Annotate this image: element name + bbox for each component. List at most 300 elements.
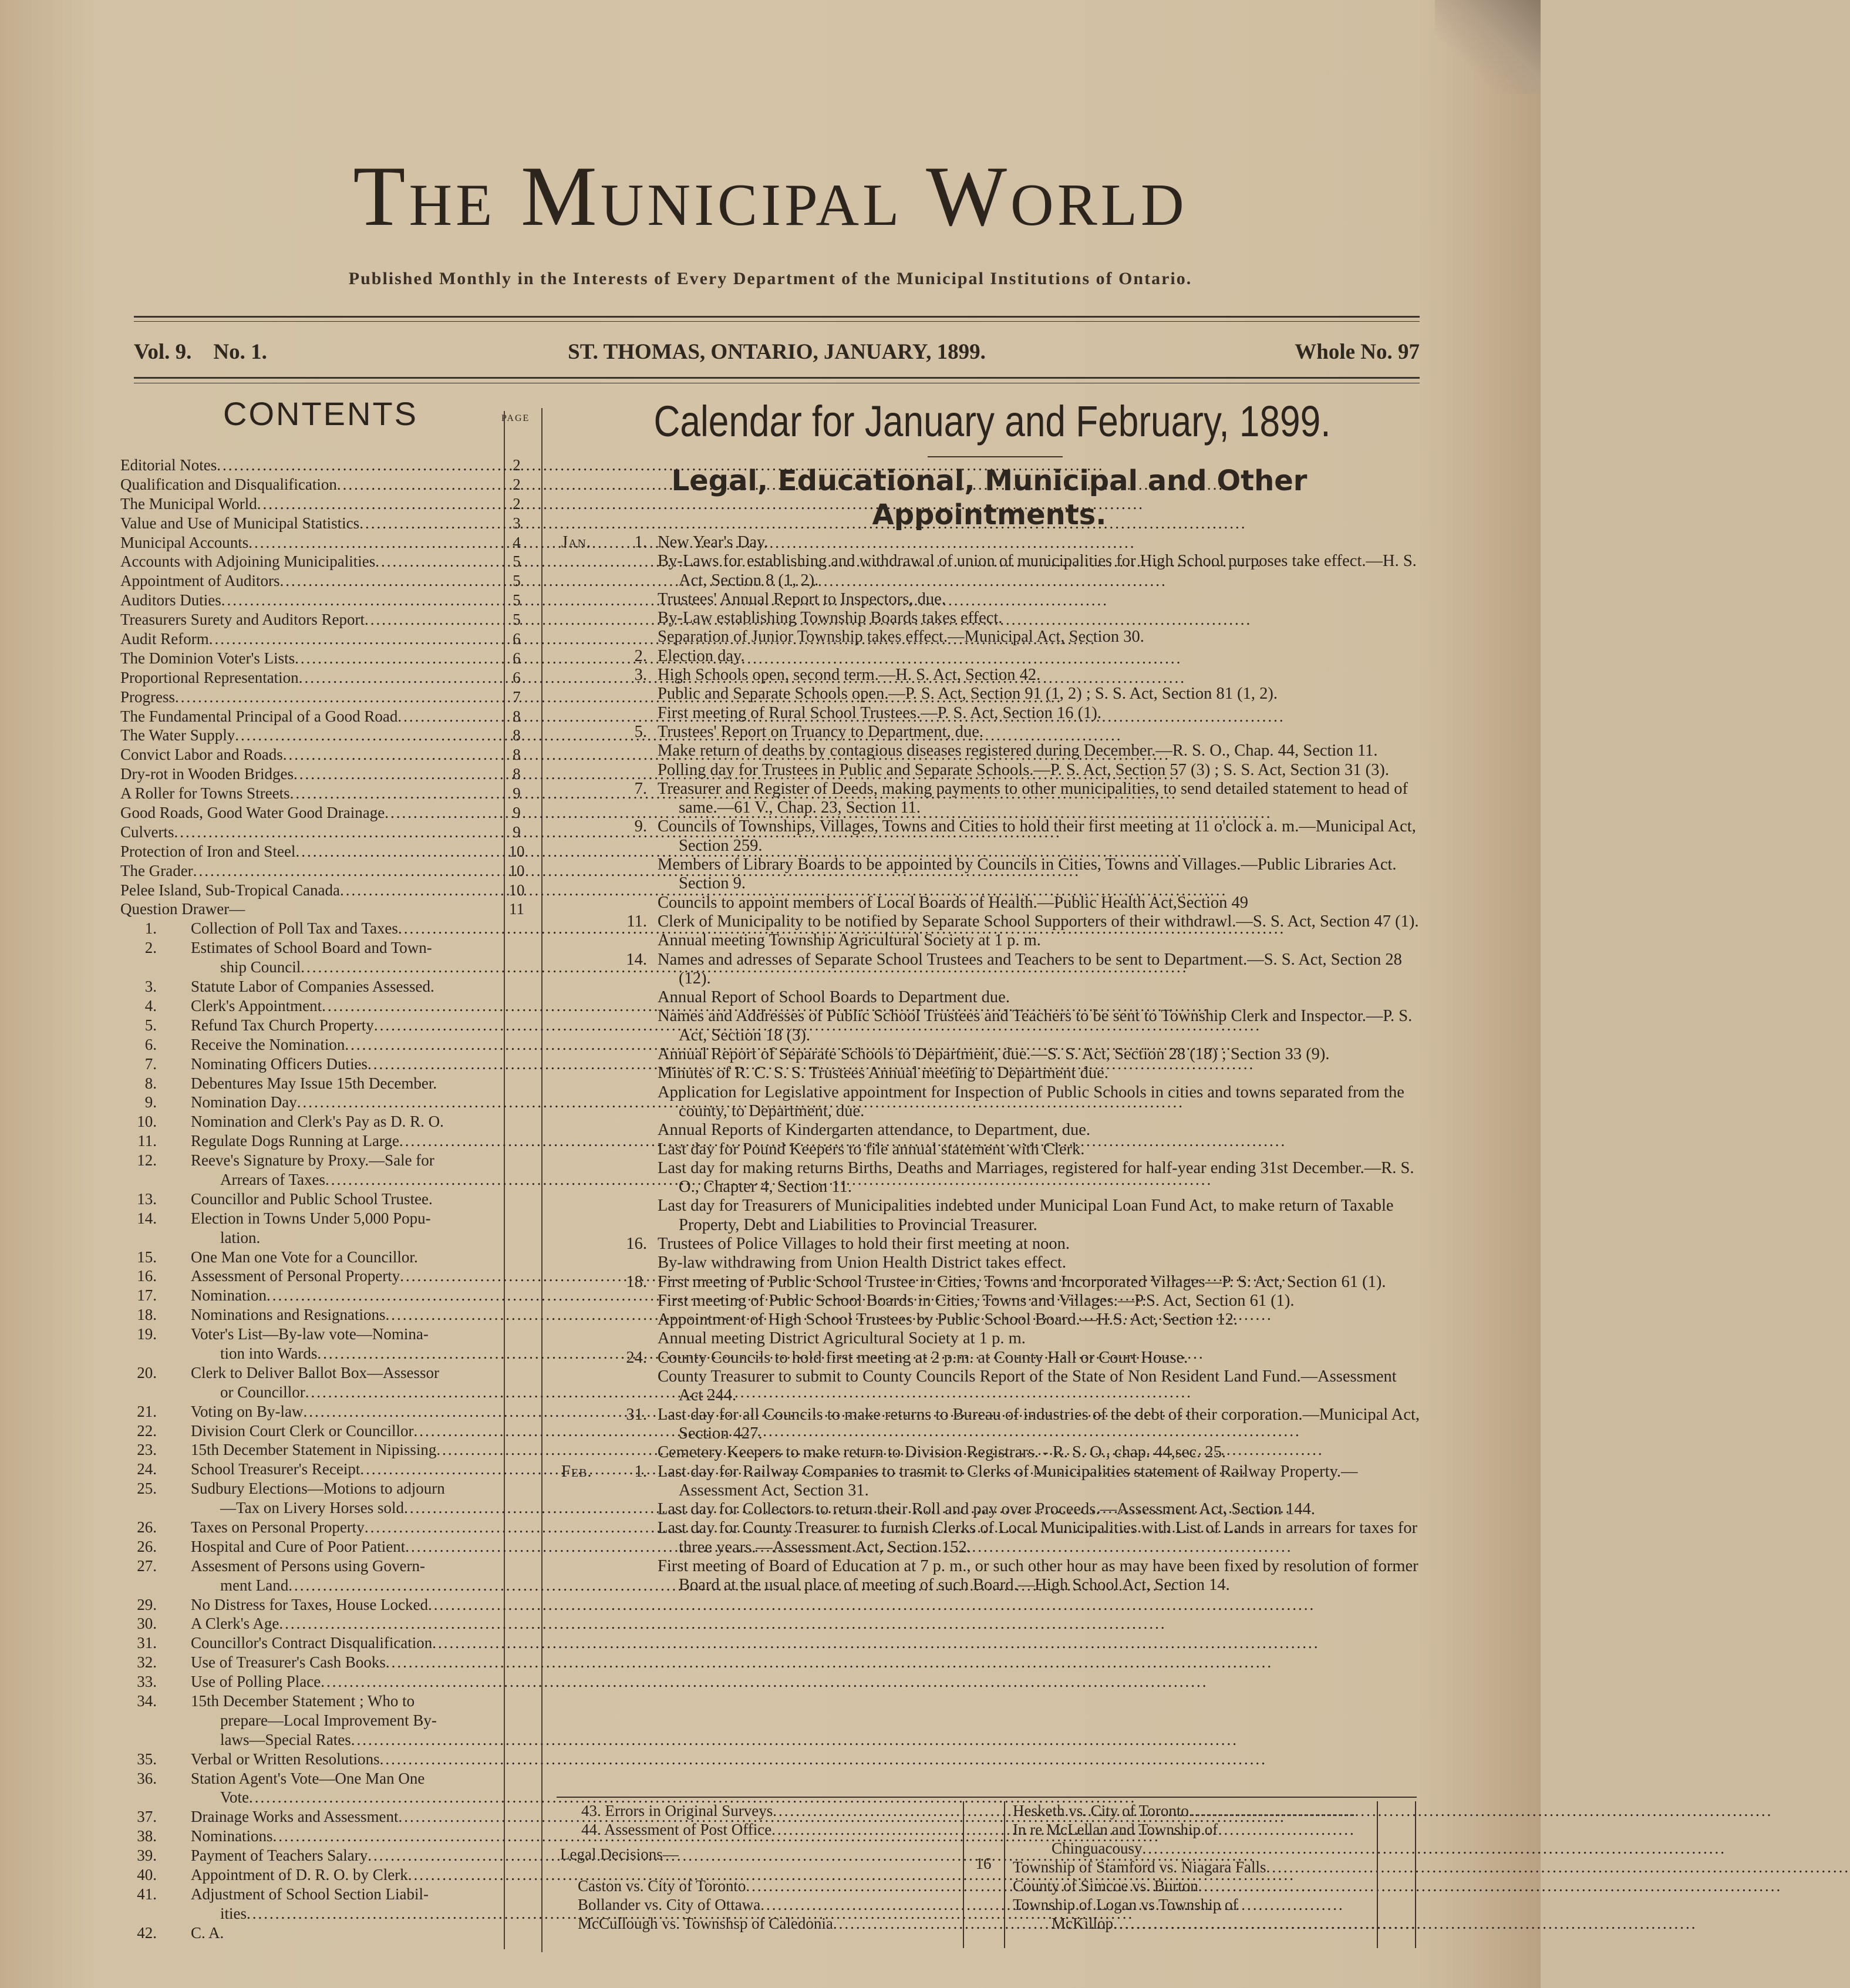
calendar-entry-text: By-law withdrawing from Union Health District takes effect.: [658, 1254, 1066, 1272]
calendar-entry: [558, 723, 1421, 742]
question-item[interactable]: [120, 1807, 508, 1827]
calendar-entry-text: County Councils to hold first meeting at 2 p.m. at County Hall or Court House.: [658, 1348, 1188, 1367]
calendar-entry-item: [558, 1329, 1421, 1348]
question-number: 9.: [144, 1093, 157, 1111]
question-item[interactable]: [120, 1131, 508, 1151]
question-number: 26.: [137, 1518, 157, 1536]
leader-dots: [351, 1730, 1238, 1750]
toc-item[interactable]: [120, 784, 521, 803]
question-item[interactable]: [120, 1402, 508, 1421]
question-number: 27.: [137, 1556, 157, 1575]
calendar-day: 9.: [634, 817, 647, 836]
calendar-entry-text: By-Laws for establishing and withdrawal of union of municipalities for High School purposes take effect.—H. S. Act, Section 8 (1, 2).: [658, 552, 1417, 589]
toc-item-title: Editorial Notes: [120, 456, 217, 474]
question-item[interactable]: [120, 1672, 508, 1692]
question-title: —Tax on Livery Horses sold: [220, 1499, 405, 1517]
question-item[interactable]: [120, 1112, 508, 1131]
legal-case-item[interactable]: [558, 1876, 957, 1895]
calendar-entry-text: Cemetery Keepers to make return to Division Registrars. - R. S. O., chap. 44,sec. 25.: [658, 1443, 1226, 1462]
question-item[interactable]: [120, 977, 508, 996]
calendar-entry-item: [558, 1197, 1421, 1235]
calendar-entry-text: Members of Library Boards to be appointed by Councils in Cities, Towns and Villages.—Public Libraries Act. Section 9.: [658, 855, 1397, 893]
toc-item[interactable]: [120, 533, 521, 552]
calendar-entry-text: Last day for Treasurers of Municipalities indebted under Municipal Loan Fund Act, to make return of Taxable Property, Debt and Liabilities to Provincial Treasurer.: [658, 1197, 1394, 1234]
toc-item-page: 9: [513, 823, 521, 841]
question-number: 4.: [144, 996, 157, 1015]
calendar-entry: [558, 780, 1421, 818]
calendar-entry-item: [558, 628, 1421, 646]
question-item[interactable]: [120, 1151, 508, 1170]
legal-case-title: Chinguacousy: [1052, 1839, 1143, 1857]
question-item[interactable]: [120, 1827, 508, 1846]
question-item[interactable]: [120, 1054, 508, 1074]
question-number: 34.: [137, 1692, 157, 1710]
question-number: 3.: [144, 978, 157, 996]
question-title: Assesment of Persons using Govern-: [191, 1556, 425, 1575]
question-title: Station Agent's Vote—One Man One: [191, 1769, 425, 1787]
calendar-entry-text: First meeting of Rural School Trustees.—P. S. Act, Section 16 (1).: [658, 703, 1102, 722]
question-item[interactable]: [120, 1248, 508, 1267]
toc-item[interactable]: [120, 688, 521, 707]
leader-dots: [428, 1595, 1315, 1615]
calendar-entry-text: Election day.: [658, 646, 745, 665]
question-title: or Councillor: [220, 1383, 305, 1401]
legal-case-item[interactable]: [1013, 1801, 1356, 1820]
contents-continued-right: [1013, 1801, 1356, 1933]
masthead-title: The Municipal World: [353, 149, 1188, 244]
question-title: Voter's List—By-law vote—Nomina-: [191, 1325, 429, 1343]
toc-item-page: 5: [513, 552, 521, 571]
question-item[interactable]: [120, 1325, 508, 1344]
question-title: Nominations: [191, 1827, 273, 1845]
question-number: 16.: [137, 1267, 157, 1285]
legal-case-title: Hesketh vs. City of Toronto: [1013, 1802, 1189, 1819]
calendar-entry-text: First meeting of Public School Trustee in Cities, Towns and Incorporated Villages—P. S. Act, Section 61 (1).: [658, 1272, 1386, 1291]
question-item[interactable]: [120, 1885, 508, 1904]
question-item[interactable]: [120, 1556, 508, 1576]
masthead-rule-top: [134, 316, 1420, 318]
calendar-day: 1.: [634, 1462, 647, 1481]
question-number: 39.: [137, 1847, 157, 1865]
calendar-entry-text: New Year's Day.: [658, 533, 769, 551]
calendar-subtitle-line2: Appointments.: [872, 498, 1107, 531]
leader-dots: [321, 1672, 1208, 1692]
calendar-entry-item: [558, 855, 1421, 894]
toc-item-title: The Fundamental Principal of a Good Road: [120, 707, 398, 725]
question-item[interactable]: [120, 1633, 508, 1653]
continued-page-number: 16: [975, 1855, 992, 1872]
question-number: 17.: [137, 1286, 157, 1305]
calendar-entry-item: [558, 1310, 1421, 1329]
question-item[interactable]: [120, 1923, 508, 1943]
toc-item[interactable]: [120, 881, 525, 900]
question-number: 21.: [137, 1402, 157, 1420]
question-title: Reeve's Signature by Proxy.—Sale for: [191, 1151, 434, 1170]
calendar-day: 31.: [626, 1405, 647, 1424]
leader-dots: [380, 1750, 1267, 1769]
question-title: lation.: [220, 1228, 261, 1246]
continued-question-title: 44. Assessment of Post Office: [581, 1821, 772, 1838]
calendar-entry-item: [558, 1292, 1421, 1310]
calendar-entry-text: Appointment of High School Trustees by Public School Board.—H.S. Act, Section 12.: [658, 1310, 1238, 1329]
calendar-entry: [558, 533, 1421, 552]
toc-item-title: Treasurers Surety and Auditors Report: [120, 611, 365, 629]
toc-item[interactable]: [120, 668, 521, 688]
calendar-entry-text: Application for Legislative appointment for Inspection of Public Schools in cities and towns separated from the county, to Department, due.: [658, 1083, 1404, 1120]
toc-item-page: 3: [513, 514, 521, 532]
question-number: 7.: [144, 1054, 157, 1073]
calendar-day: 11.: [626, 912, 647, 931]
toc-item-page: 7: [513, 688, 521, 706]
question-title: Division Court Clerk or Councillor: [191, 1421, 414, 1440]
question-number: 37.: [137, 1808, 157, 1826]
question-title: Nomination Day: [191, 1093, 297, 1111]
toc-item-title: Auditors Duties: [120, 591, 221, 609]
calendar-entry-item: [558, 1140, 1421, 1159]
question-title: ment Land: [220, 1576, 289, 1594]
legal-case-title: McCullough vs. Townshsp of Caledonia: [578, 1915, 833, 1932]
question-item[interactable]: [120, 1750, 508, 1769]
toc-item[interactable]: [120, 726, 521, 745]
toc-item[interactable]: [120, 494, 521, 514]
legal-case-item[interactable]: [1013, 1895, 1356, 1914]
calendar-entry-text: Minutes of R. C. S. S. Trustees Annual meeting to Department due.: [658, 1064, 1108, 1083]
question-item[interactable]: [120, 1537, 508, 1556]
legal-case-title: Bollander vs. City of Ottawa: [578, 1896, 761, 1913]
toc-item[interactable]: [120, 552, 521, 571]
question-title: Payment of Teachers Salary: [191, 1847, 368, 1865]
toc-item-page: 10: [508, 861, 525, 880]
question-item[interactable]: [120, 1016, 508, 1035]
question-item-continued: [120, 958, 508, 977]
calendar-day: 2.: [634, 646, 647, 665]
question-item[interactable]: [120, 1363, 508, 1383]
question-number: 22.: [137, 1421, 157, 1440]
toc-item[interactable]: [120, 610, 521, 629]
question-title: One Man one Vote for a Councillor.: [191, 1248, 418, 1266]
toc-item[interactable]: [120, 475, 521, 494]
legal-case-title: Caston vs. City of Toronto: [578, 1877, 746, 1895]
calendar-day: 3.: [634, 666, 647, 685]
calendar-entry-item: [558, 1007, 1421, 1045]
toc-item[interactable]: [120, 591, 521, 610]
toc-item-page: 5: [513, 611, 521, 629]
question-title: Debentures May Issue 15th December.: [191, 1074, 437, 1092]
divider-1: [963, 1801, 964, 1948]
question-title: Regulate Dogs Running at Large: [191, 1132, 399, 1150]
calendar-entry-text: Councils of Townships, Villages, Towns and Cities to hold their first meeting at 11 o'clock a. m.—Municipal Act, Section 259.: [658, 817, 1416, 855]
calendar-entry-item: [558, 704, 1421, 723]
question-item[interactable]: [120, 1614, 508, 1633]
calendar-entry-item: [558, 1045, 1421, 1064]
question-item-continued: [120, 1904, 508, 1923]
question-title: Nominations and Resignations: [191, 1306, 386, 1324]
calendar-entry-text: First meeting of Public School Boards in Cities, Towns and Villages.—P.S. Act, Section 61 (1).: [658, 1291, 1295, 1310]
question-item[interactable]: [120, 1479, 508, 1498]
volume-number: Vol. 9. No. 1.: [134, 340, 267, 364]
question-item[interactable]: [120, 1846, 508, 1865]
question-item[interactable]: [120, 1460, 508, 1479]
question-item[interactable]: [120, 1692, 508, 1711]
calendar-entry: [558, 647, 1421, 666]
legal-case-title: McKillop: [1052, 1915, 1113, 1932]
toc-item[interactable]: [120, 707, 521, 726]
calendar-month: Feb.: [561, 1462, 592, 1481]
question-title: Use of Treasurer's Cash Books: [191, 1653, 386, 1672]
toc-item-page: 6: [513, 630, 521, 648]
legal-case-title: County of Simcoe vs. Burton: [1013, 1877, 1198, 1895]
question-number: 2.: [144, 939, 157, 957]
toc-item-page: 6: [513, 668, 521, 686]
calendar-month: Jan.: [561, 533, 592, 551]
calendar-entry-text: First meeting of Board of Education at 7 p. m., or such other hour as may have been fixed by resolution of former Board at the usual place of meeting of such Board.—High School Act, Section 14.: [658, 1557, 1418, 1595]
calendar-day: 18.: [626, 1272, 647, 1291]
question-item[interactable]: [120, 1209, 508, 1228]
calendar-entry-text: Last day for making returns Births, Deaths and Marriages, registered for half-year ending 31st December.—R. S. O., Chapter 4, Section 11.: [658, 1158, 1414, 1197]
calendar-entry-text: Last day for all Councils to make returns to Bureau of industries of the debt of their corporation.—Municipal Act, Section 427.: [658, 1405, 1420, 1443]
question-number: 26.: [137, 1537, 157, 1555]
question-number: 25.: [137, 1480, 157, 1498]
toc-item-title: Protection of Iron and Steel: [120, 842, 296, 860]
place-date: ST. THOMAS, ONTARIO, JANUARY, 1899.: [568, 340, 986, 364]
question-title: Arrears of Taxes: [220, 1170, 326, 1188]
toc-item[interactable]: [120, 745, 521, 764]
question-title: Statute Labor of Companies Assessed.: [191, 978, 434, 996]
calendar-entry-text: Treasurer and Register of Deeds, making payments to other municipalities, to send detailed statement to head of same.—61 V., Chap. 23, Section 11.: [658, 779, 1408, 817]
legal-case-item[interactable]: [1013, 1876, 1356, 1895]
legal-case-item[interactable]: [558, 1914, 957, 1933]
calendar-entry-item: [558, 931, 1421, 950]
legal-decisions-heading: Legal Decisions—: [560, 1845, 679, 1863]
contents-heading: CONTENTS: [223, 395, 418, 432]
legal-case-item[interactable]: [1013, 1858, 1356, 1876]
question-item[interactable]: [120, 1653, 508, 1672]
calendar-entry-text: County Treasurer to submit to County Councils Report of the State of Non Resident Land Fund.—Assessment Act 244.: [658, 1367, 1397, 1405]
calendar-entry-text: Annual meeting Township Agricultural Society at 1 p. m.: [658, 931, 1041, 950]
toc-item-page: 2: [513, 494, 521, 513]
toc-item-title: Convict Labor and Roads: [120, 746, 283, 764]
question-title: 15th December Statement ; Who to: [191, 1692, 415, 1710]
question-title: Councillor's Contract Disqualification: [191, 1634, 433, 1652]
toc-item[interactable]: [120, 514, 521, 533]
question-number: 38.: [137, 1827, 157, 1845]
continued-question-item[interactable]: [558, 1801, 957, 1820]
continued-question-item[interactable]: [558, 1820, 957, 1839]
calendar-entry-text: Last day for Railway Companies to trasmit to Clerks of Municipalities statement of Railway Property.—Assessment Act, Section 31.: [658, 1462, 1358, 1500]
question-item[interactable]: [120, 919, 508, 938]
calendar-title: Calendar for January and February, 1899.: [653, 397, 1331, 446]
question-title: Estimates of School Board and Town-: [191, 939, 432, 957]
toc-item[interactable]: [120, 803, 521, 823]
question-title: Voting on By-law: [191, 1402, 304, 1420]
toc-item-title: Value and Use of Municipal Statistics: [120, 514, 360, 532]
question-number: 18.: [137, 1306, 157, 1324]
legal-case-continued: [1013, 1914, 1356, 1933]
leader-dots: [1198, 1876, 1782, 1895]
question-item[interactable]: [120, 1190, 508, 1209]
issue-rule: [134, 377, 1420, 379]
calendar-subtitle: [552, 464, 1427, 532]
calendar-entry: [558, 817, 1421, 855]
question-item[interactable]: [120, 1074, 508, 1093]
question-title: Clerk's Appointment: [191, 996, 322, 1015]
calendar-entry-item: [558, 590, 1421, 609]
question-item[interactable]: [120, 1595, 508, 1615]
question-number: 35.: [137, 1750, 157, 1768]
toc-item[interactable]: [120, 764, 521, 784]
calendar-day: 16.: [626, 1234, 647, 1253]
page-label: PAGE: [501, 413, 530, 423]
question-number: 41.: [137, 1885, 157, 1903]
toc-item-title: Progress: [120, 688, 175, 706]
question-item[interactable]: [120, 1769, 508, 1788]
calendar-entry-text: By-Law establishing Township Boards takes effect.: [658, 609, 1003, 628]
whole-number: Whole No. 97: [1295, 340, 1420, 364]
calendar-entry: [558, 951, 1421, 989]
calendar-entry-text: Trustees' Report on Truancy to Department, due.: [658, 722, 984, 741]
question-item-continued: [120, 1730, 508, 1750]
toc-item-title: Audit Reform: [120, 630, 209, 648]
toc-item-page: 8: [513, 746, 521, 764]
toc-item[interactable]: [120, 571, 521, 591]
question-item[interactable]: [120, 1035, 508, 1054]
legal-case-item[interactable]: [1013, 1820, 1356, 1839]
question-title: Assessment of Personal Property: [191, 1267, 400, 1285]
calendar-entry-text: Names and adresses of Separate School Trustees and Teachers to be sent to Department.—S. S. Act, Section 28 (12).: [658, 950, 1402, 988]
calendar-entry-item: [558, 761, 1421, 780]
toc-item-page: 8: [513, 765, 521, 783]
question-number: 13.: [137, 1190, 157, 1208]
table-of-contents: [120, 456, 525, 1943]
toc-item-page: 8: [513, 726, 521, 744]
divider-3: [1377, 1801, 1378, 1948]
question-number: 29.: [137, 1595, 157, 1613]
calendar-entry-item: [558, 894, 1421, 912]
toc-item-page: 5: [513, 572, 521, 590]
leader-dots: [1266, 1858, 1850, 1876]
toc-item-page: 2: [513, 475, 521, 493]
question-number: 1.: [144, 919, 157, 938]
question-item[interactable]: [120, 938, 508, 958]
toc-item-page: 10: [508, 842, 525, 860]
legal-case-title: Township of Logan vs Township of: [1013, 1896, 1238, 1913]
question-item-continued: [120, 1788, 508, 1807]
question-title: Sudbury Elections—Motions to adjourn: [191, 1480, 445, 1498]
question-item[interactable]: [120, 996, 508, 1016]
calendar-entry: [558, 1235, 1421, 1254]
question-number: 32.: [137, 1653, 157, 1672]
question-title: Appointment of D. R. O. by Clerk: [191, 1866, 408, 1884]
masthead-rule-top-thin: [134, 321, 1420, 322]
calendar-entry-text: Councils to appoint members of Local Boards of Health.—Public Health Act,Section 49: [658, 893, 1249, 912]
question-item[interactable]: [120, 1421, 508, 1441]
calendar-entry-item: [558, 1121, 1421, 1140]
divider-2: [1004, 1801, 1005, 1948]
question-number: 42.: [137, 1923, 157, 1942]
toc-item[interactable]: [120, 861, 525, 881]
calendar-entry-text: Polling day for Trustees in Public and Separate Schools.—P. S. Act, Section 57 (3) ; S. S. Act, Section 31 (3).: [658, 760, 1390, 779]
question-number: 36.: [137, 1769, 157, 1787]
question-title: Adjustment of School Section Liabil-: [191, 1885, 429, 1903]
calendar-entry-item: [558, 1519, 1421, 1557]
question-item[interactable]: [120, 1440, 508, 1460]
question-number: 10.: [137, 1113, 157, 1131]
legal-case-continued: [1013, 1839, 1356, 1858]
toc-item-title: The Water Supply: [120, 726, 235, 744]
toc-item[interactable]: [120, 842, 525, 861]
question-number: 33.: [137, 1673, 157, 1691]
legal-case-title: In re McLellan and Township of: [1013, 1821, 1218, 1838]
toc-item-title: The Municipal World: [120, 494, 257, 513]
question-item[interactable]: [120, 1518, 508, 1537]
question-title: No Distress for Taxes, House Locked: [191, 1595, 429, 1613]
toc-item[interactable]: [120, 823, 521, 842]
question-title: Taxes on Personal Property: [191, 1518, 365, 1536]
toc-item-title: The Dominion Voter's Lists: [120, 649, 295, 667]
calendar-entry-text: Make return of deaths by contagious diseases registered during December.—R. S. O., Chap. 44, Section 11.: [658, 742, 1378, 760]
question-number: 15.: [137, 1248, 157, 1266]
contents-continued: [558, 1801, 1421, 1942]
calendar-entry-text: Annual meeting District Agricultural Society at 1 p. m.: [658, 1329, 1026, 1348]
question-item-continued: [120, 1498, 508, 1518]
question-item[interactable]: [120, 1305, 508, 1325]
toc-item-page: 2: [513, 456, 521, 474]
toc-item[interactable]: [120, 649, 521, 668]
question-title: Clerk to Deliver Ballot Box—Assessor: [191, 1363, 439, 1382]
calendar-entry: [558, 912, 1421, 931]
toc-item-title: Municipal Accounts: [120, 533, 249, 551]
question-item[interactable]: [120, 1093, 508, 1112]
question-title: Nominating Officers Duties: [191, 1054, 368, 1073]
question-item-continued: [120, 1228, 508, 1248]
calendar-entry-text: Annual Report of School Boards to Department due.: [658, 988, 1010, 1007]
calendar-entry-item: [558, 1159, 1421, 1197]
toc-item-title: Proportional Representation: [120, 668, 299, 686]
question-number: 12.: [137, 1151, 157, 1170]
calendar-entry-text: Names and Addresses of Public School Trustees and Teachers to be sent to Township Clerk and Inspector.—P. S. Act, Section 18 (3).: [658, 1007, 1413, 1044]
toc-item-title: Culverts: [120, 823, 174, 841]
calendar-entry-text: Last day for Collectors to return their Roll and pay over Proceeds.—Assessment Act, Section 144.: [658, 1500, 1315, 1519]
toc-item[interactable]: [120, 899, 524, 919]
question-number: 11.: [137, 1132, 157, 1150]
question-item[interactable]: [120, 1286, 508, 1305]
calendar-entry: [558, 1406, 1421, 1444]
calendar-day: 7.: [634, 779, 647, 798]
toc-item-page: 4: [513, 533, 521, 551]
question-title: laws—Special Rates: [220, 1730, 351, 1748]
calendar-entry: [558, 1463, 1421, 1501]
calendar-entry-item: [558, 1367, 1421, 1406]
toc-item-title: A Roller for Towns Streets: [120, 784, 290, 803]
question-item-continued: [120, 1383, 508, 1402]
calendar-entry-item: [558, 1254, 1421, 1272]
calendar-day: 24.: [626, 1348, 647, 1367]
torn-corner: [1435, 0, 1541, 94]
calendar-entry: [558, 666, 1421, 685]
toc-item[interactable]: [120, 456, 521, 475]
continued-question-title: 43. Errors in Original Surveys: [581, 1802, 773, 1819]
toc-item[interactable]: [120, 629, 521, 649]
legal-case-item[interactable]: [558, 1895, 957, 1914]
question-number: 5.: [144, 1016, 157, 1034]
question-title: C. A.: [191, 1923, 224, 1942]
question-item[interactable]: [120, 1865, 508, 1885]
divider-4: [1415, 1801, 1416, 1948]
question-title: School Treasurer's Receipt: [191, 1460, 360, 1478]
calendar-entry: [558, 1273, 1421, 1292]
question-item[interactable]: [120, 1266, 508, 1286]
question-number: 20.: [137, 1363, 157, 1382]
